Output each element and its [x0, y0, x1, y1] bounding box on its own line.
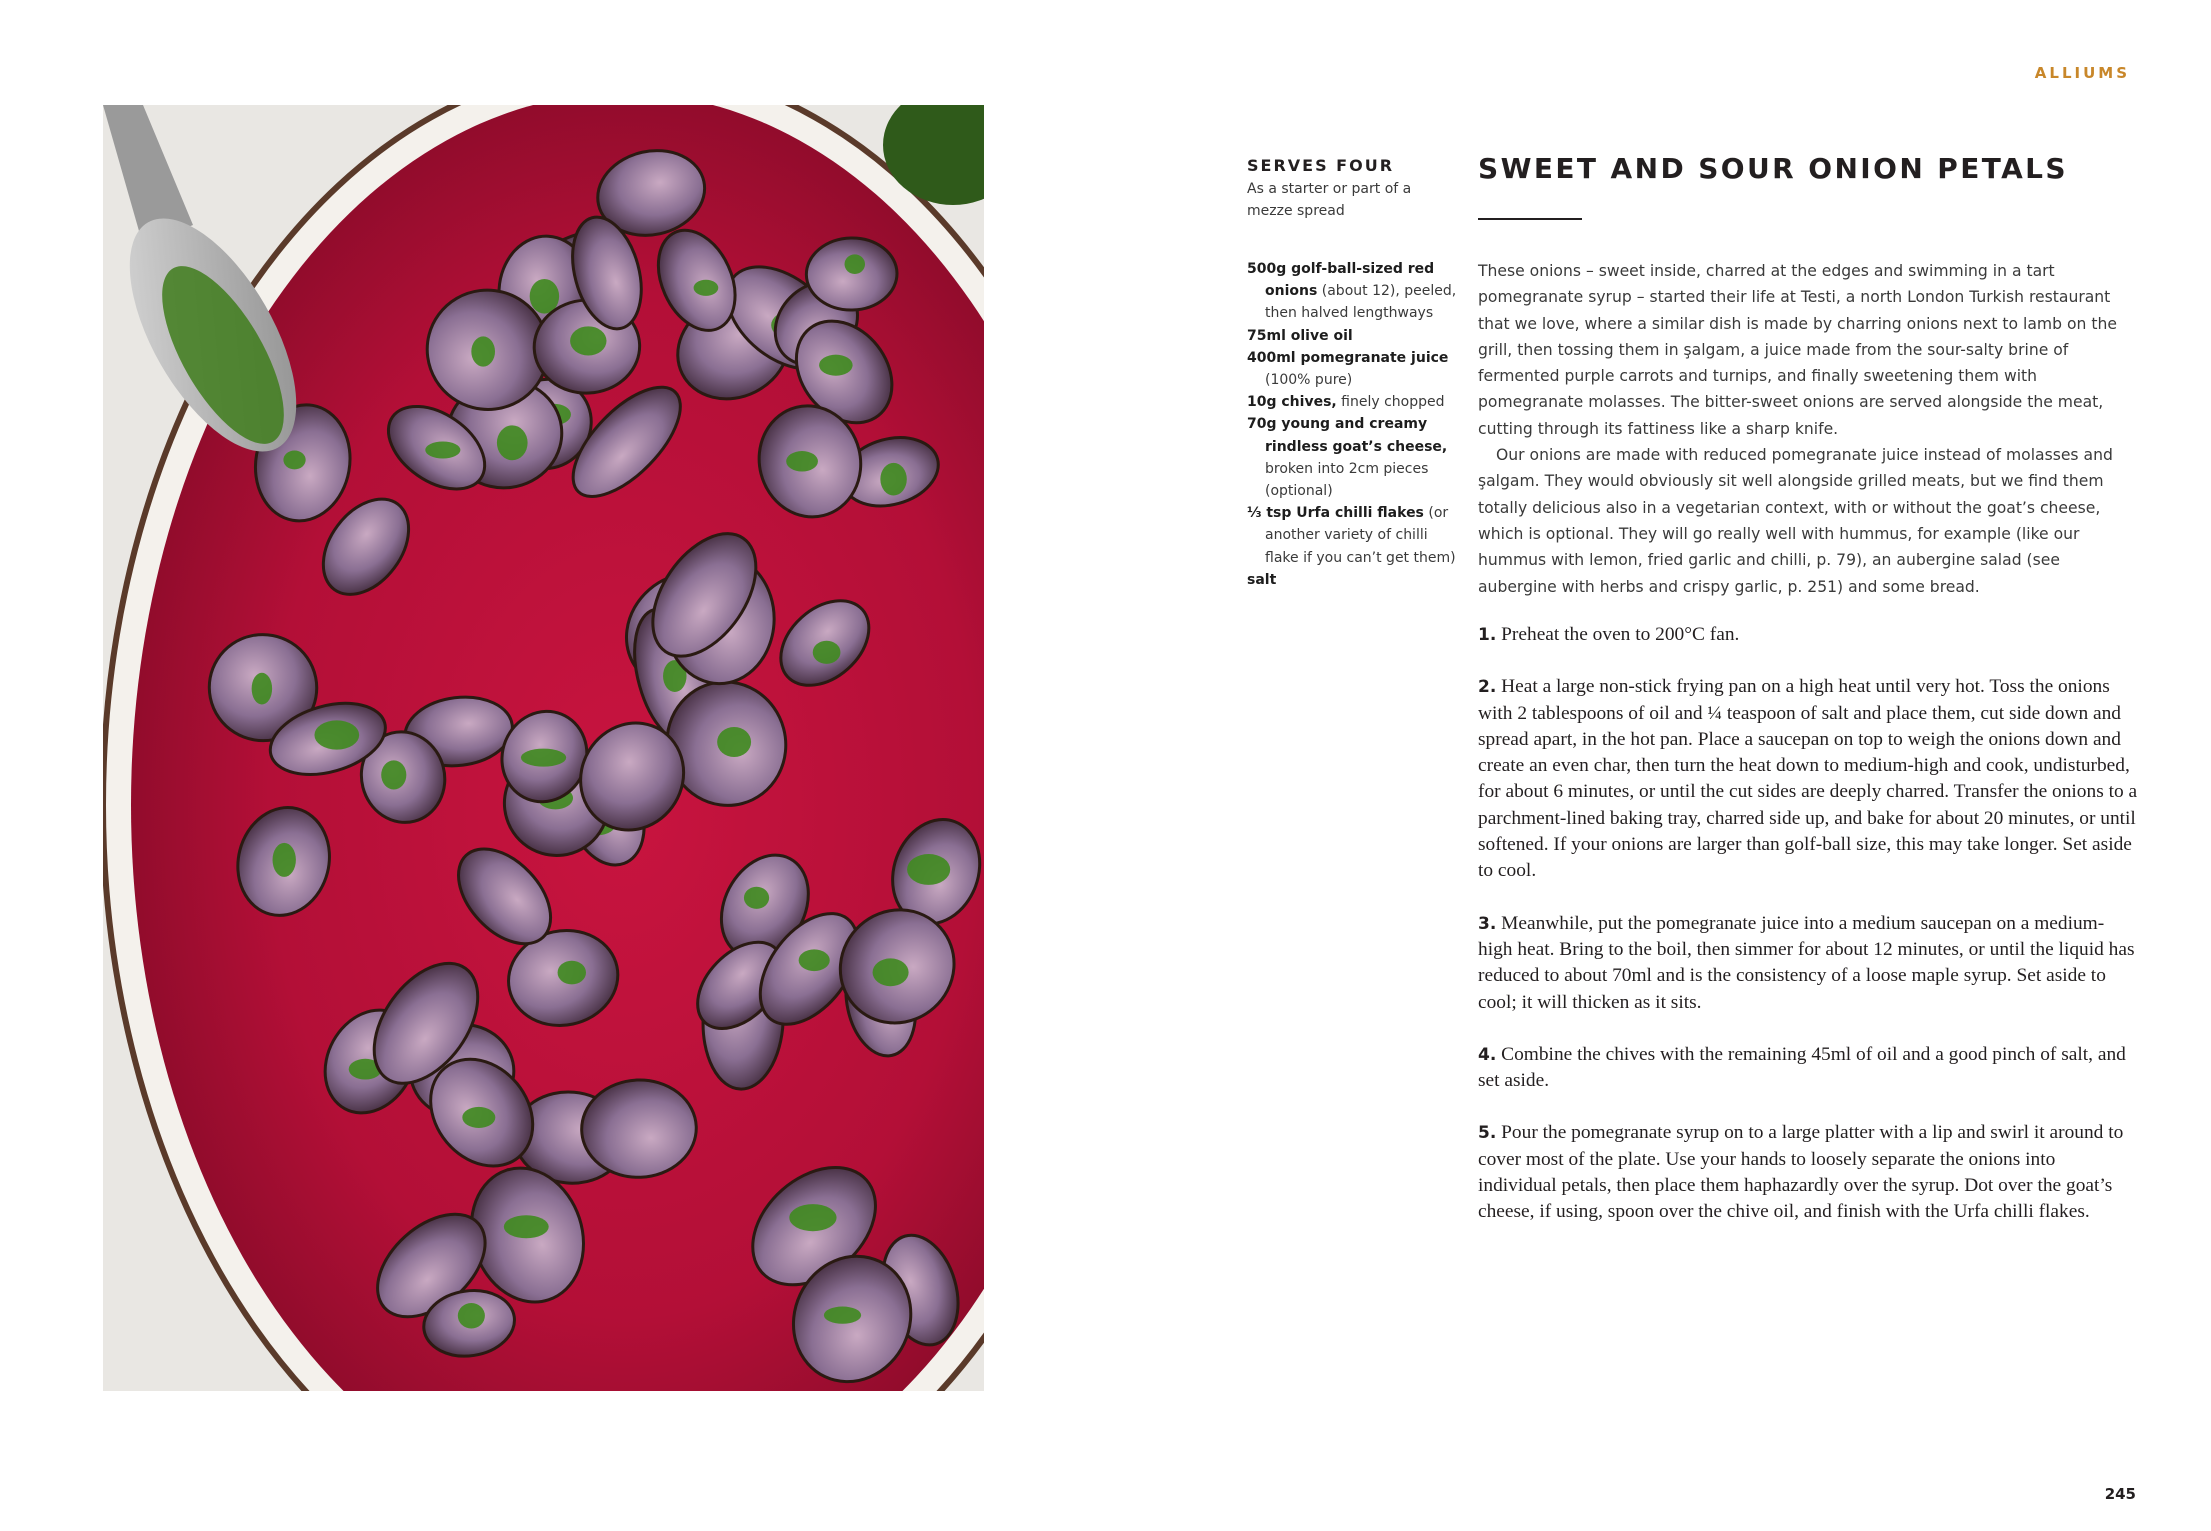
- serves-heading: SERVES FOUR: [1247, 156, 1395, 175]
- chive-oil-dot: [717, 727, 751, 757]
- recipe-title: SWEET AND SOUR ONION PETALS: [1478, 152, 2068, 185]
- ingredient-item: 400ml pomegranate juice (100% pure): [1247, 349, 1449, 389]
- intro-paragraph: Our onions are made with reduced pomegranate juice instead of molasses and şalgam. They would obviously sit well alongside grilled meats, but we find them totally delicious also in a vegetarian context, with or without the goat’s cheese, which is optional. They will go really well with hummus, for example (like our hummus with lemon, fried garlic and chilli, p. 79), an aubergine salad (see aubergine with herbs and crispy garlic, p. 251) and some bread.: [1478, 446, 2113, 596]
- chive-oil-dot: [880, 463, 906, 496]
- chive-oil-dot: [744, 887, 769, 909]
- ingredient-item: ⅓ tsp Urfa chilli flakes (or another variety of chilli flake if you can’t get them): [1247, 505, 1456, 566]
- ingredient-list: [1247, 258, 1457, 591]
- chive-oil-dot: [504, 1215, 549, 1238]
- chive-oil-dot: [824, 1307, 861, 1324]
- chive-oil-dot: [273, 843, 296, 877]
- chive-oil-dot: [570, 326, 606, 355]
- serves-subtitle: As a starter or part of a mezze spread: [1247, 181, 1412, 219]
- method-steps: [1478, 622, 2138, 1252]
- chive-oil-dot: [497, 425, 528, 460]
- running-header-section: ALLIUMS: [2034, 64, 2130, 82]
- chive-oil-dot: [458, 1303, 485, 1328]
- recipe-introduction: [1478, 258, 2138, 600]
- recipe-photo: [103, 105, 984, 1391]
- page-number: 245: [2104, 1485, 2136, 1503]
- ingredients-sidebar: [1247, 155, 1457, 591]
- chive-oil-dot: [694, 280, 719, 296]
- chive-oil-dot: [813, 641, 841, 664]
- chive-oil-dot: [873, 958, 909, 986]
- chive-oil-dot: [786, 451, 818, 471]
- chive-oil-dot: [381, 760, 406, 789]
- chive-oil-dot: [314, 720, 359, 749]
- chive-oil-dot: [799, 949, 830, 971]
- method-step: 1. Preheat the oven to 200°C fan.: [1478, 624, 1740, 645]
- chive-oil-dot: [471, 336, 495, 366]
- chive-oil-dot: [283, 450, 305, 469]
- method-step: 2. Heat a large non-stick frying pan on a high heat until very hot. Toss the onions with 2 tablespoons of oil and ¼ teaspoon of salt and place them, cut side down and spread apart, in the hot pan. Place a saucepan on top to weigh the onions down and create an even char, then turn the heat down to medium-high and cook, undisturbed, for about 6 minutes, or until the cut sides are deeply charred. Transfer the onions to a parchment-lined baking tray, charred side up, and bake for about 20 minutes, or until softened. If your onions are larger than golf-ball size, this may take longer. Set aside to cool.: [1478, 676, 2138, 882]
- method-step: 3. Meanwhile, put the pomegranate juice into a medium saucepan on a medium-high heat. Bring to the boil, then simmer for about 12 minutes, or until the liquid has reduced to about 70ml and is the consistency of a loose maple syrup. Set aside to cool; it will thicken as it sits.: [1478, 912, 2135, 1013]
- ingredient-item: 75ml olive oil: [1247, 327, 1353, 344]
- chive-oil-dot: [462, 1107, 495, 1128]
- intro-paragraph: These onions – sweet inside, charred at the edges and swimming in a tart pomegranate syrup – started their life at Testi, a north London Turkish restaurant that we love, where a similar dish is made by charring onions next to lamb on the grill, then tossing them in şalgam, a juice made from the sour-salty brine of fermented purple carrots and turnips, and finally sweetening them with pomegranate molasses. The bitter-sweet onions are served alongside the meat, cutting through its fattiness like a sharp knife.: [1478, 262, 2117, 438]
- ingredient-item: 500g golf-ball-sized red onions (about 12), peeled, then halved lengthways: [1247, 261, 1457, 322]
- title-divider: [1478, 218, 1582, 220]
- onion-petal: [806, 237, 898, 311]
- ingredient-item: 10g chives, finely chopped: [1247, 394, 1445, 411]
- onion-petals-platter-image: [103, 105, 984, 1391]
- ingredient-item: 70g young and creamy rindless goat’s cheese, broken into 2cm pieces (optional): [1247, 416, 1448, 500]
- chive-oil-dot: [558, 961, 586, 985]
- chive-oil-dot: [425, 441, 460, 458]
- chive-oil-dot: [819, 355, 853, 376]
- chive-oil-dot: [907, 854, 950, 885]
- chive-oil-dot: [845, 254, 866, 274]
- chive-oil-dot: [252, 673, 272, 705]
- ingredient-item: salt: [1247, 571, 1277, 588]
- method-step: 4. Combine the chives with the remaining 45ml of oil and a good pinch of salt, and set aside.: [1478, 1043, 2126, 1092]
- chive-oil-dot: [789, 1204, 836, 1231]
- chive-oil-dot: [521, 749, 566, 767]
- method-step: 5. Pour the pomegranate syrup on to a large platter with a lip and swirl it around to cover most of the plate. Use your hands to loosely separate the onions into individual petals, then place them haphazardly over the syrup. Dot over the goat’s cheese, if using, spoon over the chive oil, and finish with the Urfa chilli flakes.: [1478, 1122, 2124, 1223]
